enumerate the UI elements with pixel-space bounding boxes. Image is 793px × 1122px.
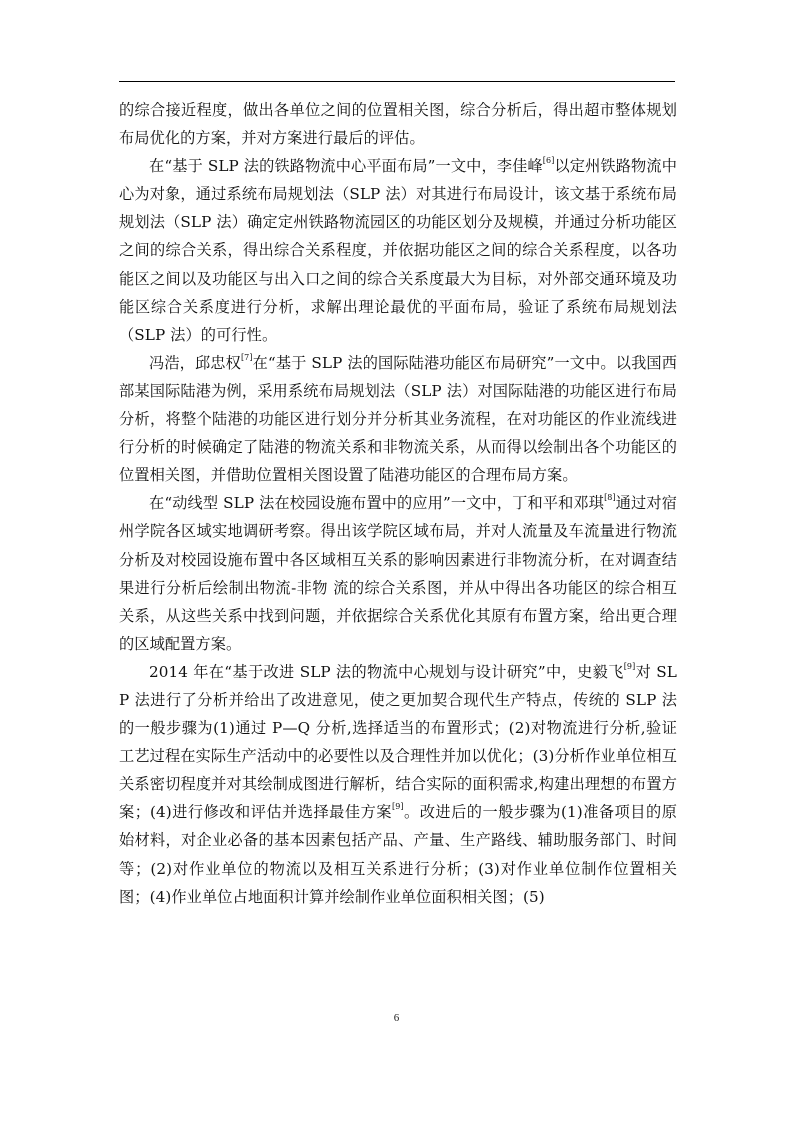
- text-segment: 冯浩，邱忠权: [149, 353, 241, 372]
- text-segment: 在“基于 SLP 法的国际陆港功能区布局研究”一文中。以我国西部某国际陆港为例，采用系统布局规划法（SLP 法）对国际陆港的功能区进行布局分析，将整个陆港的功能区进行划分并分析其业务流程，在对功能区的作业流线进行分析的时候确定了陆港的物流关系和非物流关系，从而得以绘制出各个功能区的位置相关图，并借助位置相关图设置了陆港功能区的合理布局方案。: [119, 353, 677, 485]
- text-segment: 以定州铁路物流中心为对象，通过系统布局规划法（SLP 法）对其进行布局设计，该文基于系统布局规划法（SLP 法）确定定州铁路物流园区的功能区划分及规模，并通过分析功能区之间的综合关系，得出综合关系程度，并依据功能区之间的综合关系程度，以各功能区之间以及功能区与出入口之间的综合关系度最大为目标，对外部交通环境及功能区综合关系度进行分析，求解出理论最优的平面布局，验证了系统布局规划法（SLP 法）的可行性。: [119, 157, 677, 344]
- text-segment: 2014 年在“基于改进 SLP 法的物流中心规划与设计研究”中，史毅飞: [149, 662, 624, 681]
- citation-marker: [8]: [604, 493, 616, 503]
- paragraph-4: [119, 489, 677, 658]
- citation-marker: [9]: [623, 661, 636, 671]
- text-segment: 在“动线型 SLP 法在校园设施布置中的应用”一文中，丁和平和邓琪: [149, 494, 605, 513]
- paragraph-3: [119, 349, 677, 489]
- text-segment: 对 SLP 法进行了分析并给出了改进意见，使之更加契合现代生产特点，传统的 SLP 法的一般步骤为(1)通过 P—Q 分析,选择适当的布置形式；(2)对物流进行分析,验证工艺过程在实际生产活动中的必要性以及合理性并加以优化；(3)分析作业单位相互关系密切程度并对其绘制成图进行解析，结合实际的面积需求,构建出理想的布置方案；(4)进行修改和评估并选择最佳方案: [119, 662, 677, 822]
- citation-marker: [6]: [542, 156, 555, 166]
- citation-marker: [9]: [391, 802, 404, 812]
- text-segment: 。改进后的一般步骤为(1)准备项目的原始材料，对企业必备的基本因素包括产品、产量、生产路线、辅助服务部门、时间等；(2)对作业单位的物流以及相互关系进行分析；(3)对作业单位制作位置相关图；(4)作业单位占地面积计算并绘制作业单位面积相关图；(5): [119, 803, 677, 906]
- text-segment: 的综合接近程度，做出各单位之间的位置相关图，综合分析后，得出超市整体规划布局优化的方案，并对方案进行最后的评估。: [119, 101, 677, 148]
- paragraph-5: [119, 658, 677, 911]
- body-text: [119, 96, 677, 911]
- text-segment: 通过对宿州学院各区域实地调研考察。得出该学院区域布局，并对人流量及车流量进行物流分析及对校园设施布置中各区域相互关系的影响因素进行非物流分析，在对调查结果进行分析后绘制出物流-非物 流的综合关系图，并从中得出各功能区的综合相互关系，从这些关系中找到问题，并依据综合关系优化其原有布置方案，给出更合理的区域配置方案。: [119, 494, 677, 653]
- text-segment: 在“基于 SLP 法的铁路物流中心平面布局”一文中，李佳峰: [149, 157, 543, 176]
- header-rule: [119, 81, 675, 82]
- citation-marker: [7]: [240, 352, 253, 362]
- paragraph-1: [119, 96, 677, 152]
- paragraph-2: [119, 152, 677, 349]
- page-number: 6: [393, 1012, 400, 1024]
